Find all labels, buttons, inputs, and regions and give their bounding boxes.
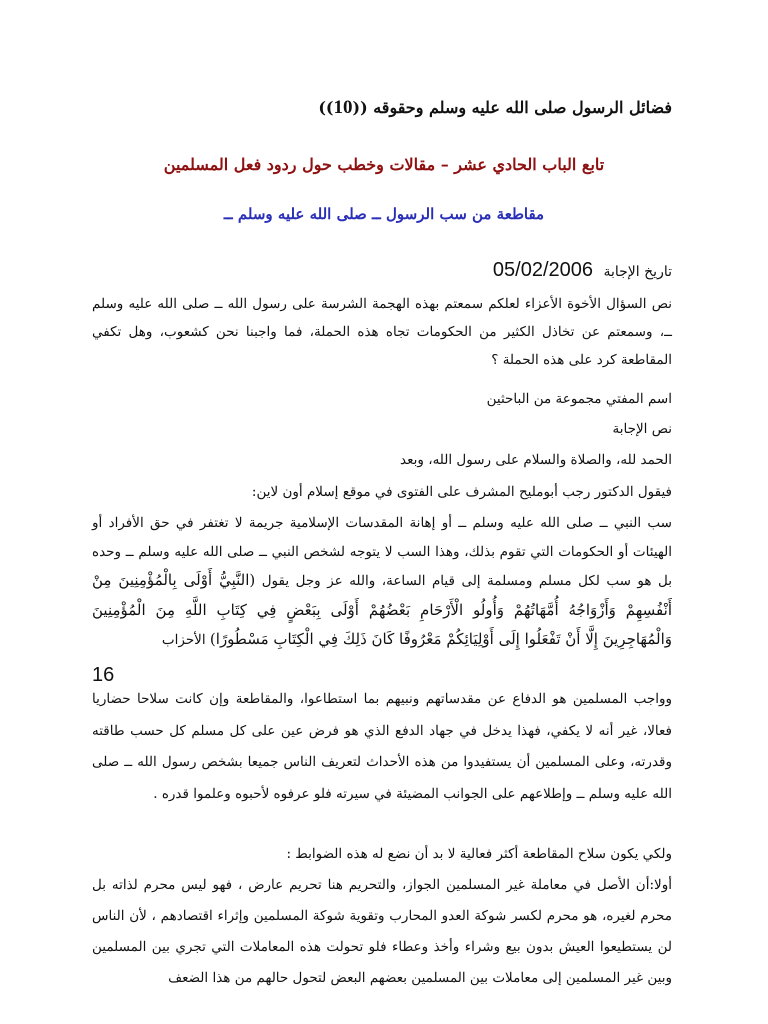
date-label: تاريخ الإجابة: [603, 264, 672, 280]
boycott-intro: ولكي يكون سلاح المقاطعة أكثر فعالية لا بد أن نضع له هذه الضوابط :: [286, 846, 672, 862]
surah-name: الأحزاب: [161, 632, 206, 648]
question-text: نص السؤال الأخوة الأعزاء لعلكم سمعتم بهذه الهجمة الشرسة على رسول الله ــ صلى الله عليه وسلم ــ، وسمعتم عن تخاذل الكثير من الحكومات تجاه هذه الحملة، فما واجبنا نحن كشعوب، وهل تكفي المقاطعة كرد على هذه الحملة ؟: [92, 296, 672, 368]
intro-text: فيقول الدكتور رجب أبومليح المشرف على الفتوى في موقع إسلام أون لاين:: [251, 484, 672, 500]
duty-paragraph: وواجب المسلمين هو الدفاع عن مقدساتهم ونبيهم بما استطاعوا، والمقاطعة وإن كانت سلاحا حضاريا فعالا، غير أنه لا يكفي، فهذا يدخل في جهاد الدفع الذي هو فرض عين على كل مسلم كل حسب طاقته وقدرته، وعلى المسلمين أن يستفيدوا من هذه الأحداث لتعريف الناس جميعا بشخص رسول الله ــ صلى الله عليه وسلم ــ وإطلاعهم على الجوانب المضيئة في سيرته فلو عرفوه لأحبوه وعلموا قدره .: [92, 691, 672, 802]
title-number-close: )): [318, 98, 334, 117]
title-number-open: ((: [352, 98, 368, 117]
quran-verse: (النَّبِيُّ أَوْلَى بِالْمُؤْمِنِينَ مِنْ أَنْفُسِهِمْ وَأَزْوَاجُهُ أُمَّهَاتُهُمْ وَأُولُو الْأَرْحَامِ بَعْضُهُمْ أَوْلَى بِبَعْضٍ فِي كِتَابِ اللَّهِ مِنَ الْمُؤْمِنِينَ وَالْمُهَاجِرِينَ إِلَّا أَنْ تَفْعَلُوا إِلَى أَوْلِيَائِكُمْ مَعْرُوفًا كَانَ ذَلِكَ فِي الْكِتَابِ مَسْطُورًا): [92, 571, 672, 648]
date-value: 05/02/2006: [492, 259, 594, 281]
mufti-name: اسم المفتي مجموعة من الباحثين: [486, 391, 672, 407]
main-text: سب النبي ــ صلى الله عليه وسلم ــ أو إهانة المقدسات الإسلامية جريمة لا تغتفر في حق الأفراد أو الهيئات أو الحكومات التي تقوم بذلك، وهذا السب لا يتوجه لشخص النبي ــ صلى الله عليه وسلم ــ وحده بل هو سب لكل مسلم ومسلمة إلى قيام الساعة، والله عز وجل يقول: [92, 515, 672, 589]
main-paragraph: [92, 509, 672, 655]
title-number: 10: [333, 97, 353, 118]
first-rule-paragraph: أولا:أن الأصل في معاملة غير المسلمين الجواز، والتحريم هنا تحريم عارض ، فهو ليس محرم لذاته بل محرم لغيره، هو محرم لكسر شوكة العدو المحارب وتقوية شوكة المسلمين وإثراء اقتصادهم ، لأن الناس لن يستطيعوا العيش بدون بيع وشراء وأخذ وعطاء فلو تحولت هذه المعاملات التي تجري بين المسلمين وبين غير المسلمين إلى معاملات بين المسلمين بعضهم البعض لتحول حالهم من هذا الضعف: [92, 877, 672, 986]
article-heading: مقاطعة من سب الرسول ــ صلى الله عليه وسلم ــ: [223, 205, 545, 223]
section-subtitle: تابع الباب الحادي عشر – مقالات وخطب حول ردود فعل المسلمين: [163, 155, 605, 174]
answer-label: نص الإجابة: [612, 421, 672, 437]
verse-number: 16: [92, 664, 115, 686]
document-title: [92, 97, 672, 119]
praise-text: الحمد لله، والصلاة والسلام على رسول الله، وبعد: [400, 452, 672, 468]
title-text: فضائل الرسول صلى الله عليه وسلم وحقوقه: [373, 98, 672, 117]
answer-date-row: [92, 259, 672, 282]
